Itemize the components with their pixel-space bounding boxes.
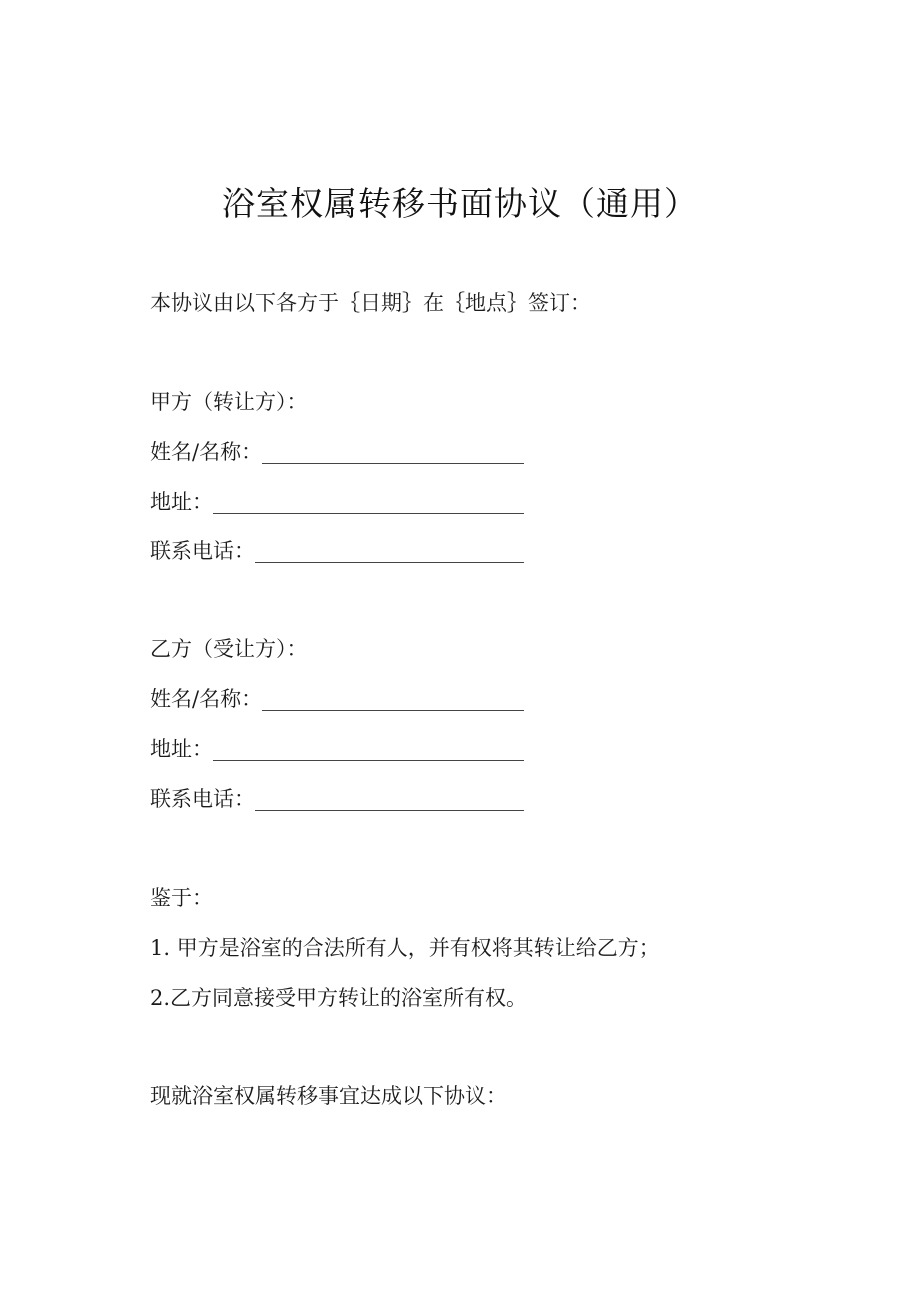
- party-a-address-blank: [213, 491, 524, 514]
- party-a-phone-blank: [255, 540, 524, 563]
- party-b-address-blank: [213, 738, 524, 761]
- whereas-item: 1. 甲方是浴室的合法所有人，并有权将其转让给乙方；: [150, 936, 660, 960]
- party-b-phone-blank: [255, 788, 524, 811]
- party-a-phone-field: [150, 537, 524, 565]
- whereas-heading: 鉴于：: [150, 886, 213, 910]
- party-a-name-field: [150, 438, 524, 466]
- whereas-item: 2.乙方同意接受甲方转让的浴室所有权。: [150, 986, 528, 1010]
- intro-text: 本协议由以下各方于｛日期｝在｛地点｝签订：: [150, 291, 591, 315]
- document-title: 浴室权属转移书面协议（通用）: [222, 184, 698, 223]
- party-b-address-field: [150, 735, 524, 763]
- party-a-name-label: 姓名/名称：: [150, 440, 263, 464]
- party-a-phone-label: 联系电话：: [150, 539, 255, 563]
- party-b-phone-field: [150, 785, 524, 813]
- party-a-heading: 甲方（转让方）：: [150, 390, 308, 414]
- party-b-address-label: 地址：: [150, 737, 213, 761]
- party-a-name-blank: [262, 441, 524, 464]
- agreement-intro: 现就浴室权属转移事宜达成以下协议：: [150, 1084, 507, 1108]
- party-b-phone-label: 联系电话：: [150, 787, 255, 811]
- party-b-name-label: 姓名/名称：: [150, 687, 263, 711]
- party-b-name-blank: [262, 688, 524, 711]
- party-b-heading: 乙方（受让方）：: [150, 637, 308, 661]
- party-a-address-field: [150, 488, 524, 516]
- party-a-address-label: 地址：: [150, 490, 213, 514]
- party-b-name-field: [150, 685, 524, 713]
